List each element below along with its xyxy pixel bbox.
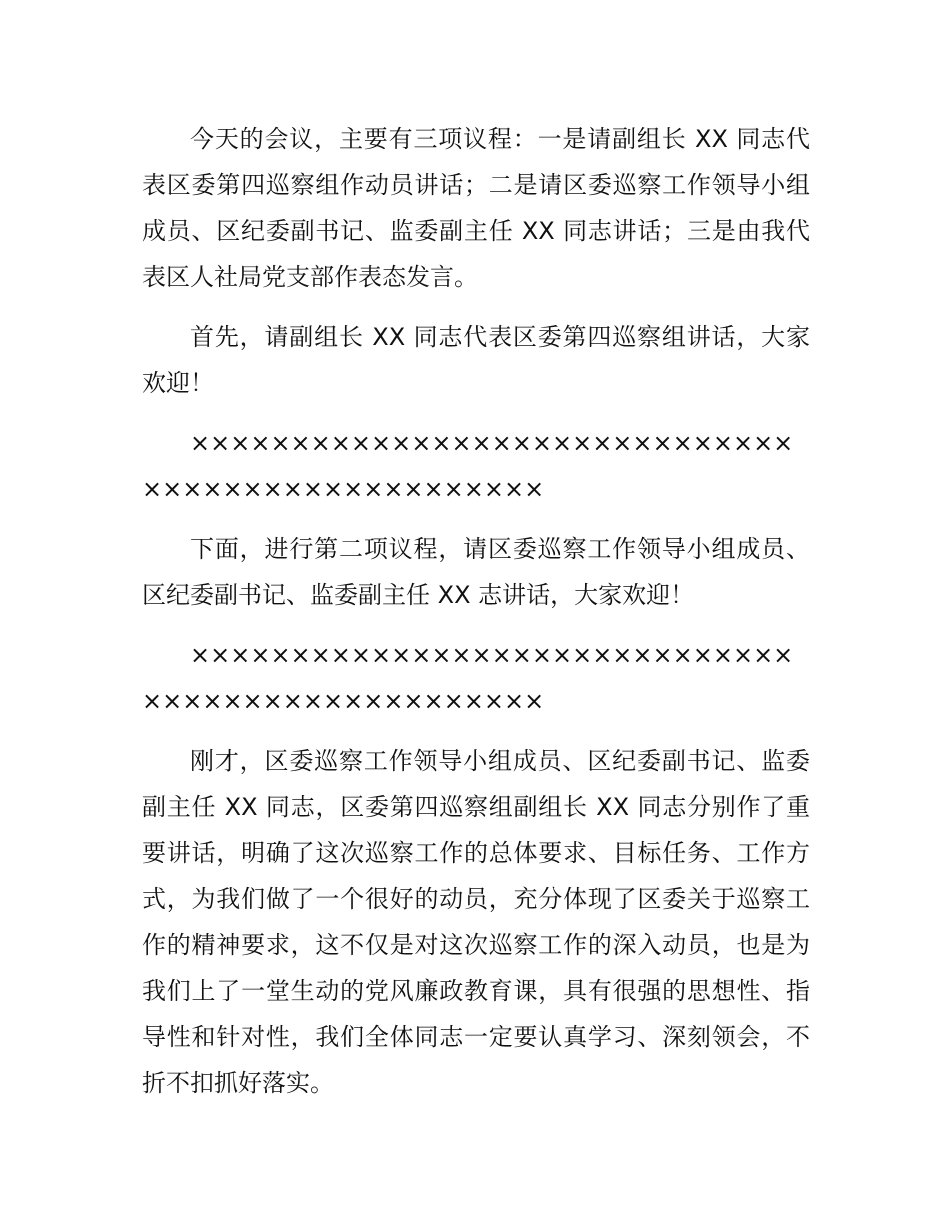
document-body (142, 116, 810, 1120)
paragraph-agenda: 今天的会议，主要有三项议程：一是请副组长 XX 同志代表区委第四巡察组作动员讲话；二是请区委巡察工作领导小组成员、区纪委副书记、监委副主任 XX 同志讲话；三是由我代表区人社局党支部作表态发言。 (142, 125, 810, 291)
paragraph-placeholder-2: ×××××××××××××××××××××××××××××××××××××××××××××××××× (142, 641, 794, 715)
paragraph-first-item: 首先，请副组长 XX 同志代表区委第四巡察组讲话，大家欢迎！ (142, 323, 810, 397)
paragraph-placeholder-1: ×××××××××××××××××××××××××××××××××××××××××××××××××× (142, 429, 794, 503)
paragraph-second-item: 下面，进行第二项议程，请区委巡察工作领导小组成员、区纪委副书记、监委副主任 XX 志讲话，大家欢迎！ (142, 535, 810, 609)
paragraph-summary: 刚才，区委巡察工作领导小组成员、区纪委副书记、监委副主任 XX 同志，区委第四巡察组副组长 XX 同志分别作了重要讲话，明确了这次巡察工作的总体要求、目标任务、工作方式，为我们做了一个很好的动员，充分体现了区委关于巡察工作的精神要求，这不仅是对这次巡察工作的深入动员，也是为我们上了一堂生动的党风廉政教育课，具有很强的思想性、指导性和针对性，我们全体同志一定要认真学习、深刻领会，不折不扣抓好落实。 (142, 747, 810, 1097)
